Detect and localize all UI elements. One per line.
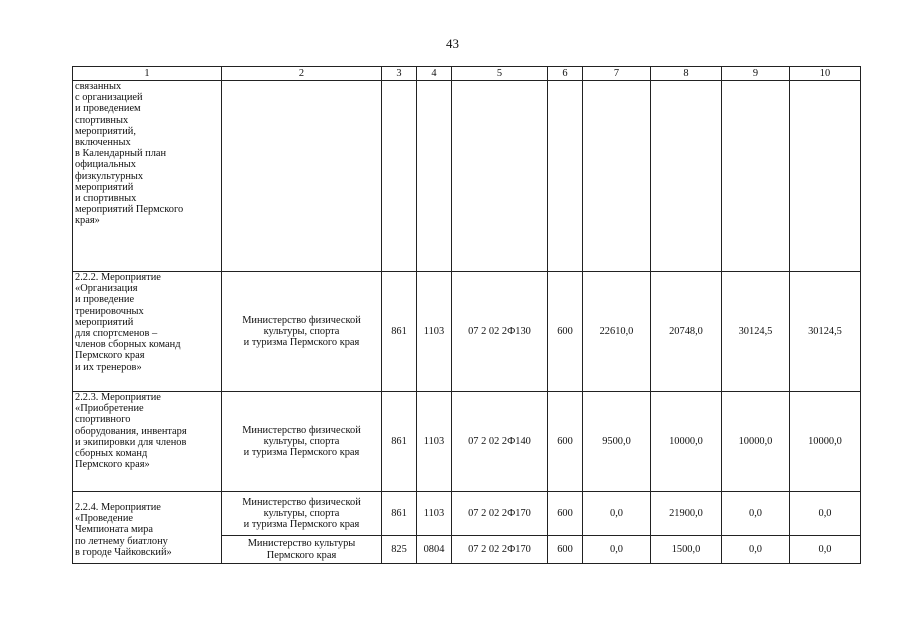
section-cell: 1103 [417,392,452,492]
target-article-cell: 07 2 02 2Ф170 [452,536,548,564]
grbs-cell [382,81,417,272]
header-cell: 7 [583,67,651,81]
header-cell: 8 [651,67,722,81]
page-number: 43 [446,36,459,51]
expense-type-cell: 600 [548,272,583,392]
table-row [73,81,861,272]
executor-cell: Министерство физической культуры, спорта и туризма Пермского края [222,272,382,392]
header-cell: 10 [790,67,861,81]
activity-cell: 2.2.4. Мероприятие «Проведение Чемпионата мира по летнему биатлону в городе Чайковский» [73,492,222,564]
table-row [73,492,861,536]
value-cell: 0,0 [722,536,790,564]
expense-type-cell [548,81,583,272]
value-cell: 0,0 [583,536,651,564]
header-row [73,67,861,81]
value-cell: 22610,0 [583,272,651,392]
value-cell: 0,0 [722,492,790,536]
value-cell: 10000,0 [651,392,722,492]
value-cell: 30124,5 [722,272,790,392]
activity-cell: 2.2.2. Мероприятие «Организация и проведение тренировочных мероприятий для спортсменов – членов сборных команд Пермского края и их тренеров» [73,272,222,392]
table-row [73,272,861,392]
section-cell [417,81,452,272]
value-cell [722,81,790,272]
header-cell: 5 [452,67,548,81]
section-cell: 0804 [417,536,452,564]
target-article-cell: 07 2 02 2Ф140 [452,392,548,492]
value-cell: 30124,5 [790,272,861,392]
activity-cell: связанных с организацией и проведением спортивных мероприятий, включенных в Календарный план официальных физкультурных мероприятий и спортивных мероприятий Пермского края» [73,81,222,272]
value-cell: 1500,0 [651,536,722,564]
value-cell [583,81,651,272]
target-article-cell: 07 2 02 2Ф130 [452,272,548,392]
executor-cell: Министерство физической культуры, спорта и туризма Пермского края [222,492,382,536]
header-cell: 4 [417,67,452,81]
value-cell: 10000,0 [790,392,861,492]
executor-cell: Министерство физической культуры, спорта и туризма Пермского края [222,392,382,492]
header-cell: 2 [222,67,382,81]
value-cell: 0,0 [583,492,651,536]
executor-cell [222,81,382,272]
section-cell: 1103 [417,272,452,392]
header-cell: 3 [382,67,417,81]
grbs-cell: 825 [382,536,417,564]
target-article-cell [452,81,548,272]
value-cell: 0,0 [790,536,861,564]
expense-type-cell: 600 [548,392,583,492]
value-cell: 9500,0 [583,392,651,492]
target-article-cell: 07 2 02 2Ф170 [452,492,548,536]
header-cell: 1 [73,67,222,81]
value-cell: 10000,0 [722,392,790,492]
value-cell: 20748,0 [651,272,722,392]
value-cell [651,81,722,272]
header-cell: 6 [548,67,583,81]
value-cell: 21900,0 [651,492,722,536]
activity-cell: 2.2.3. Мероприятие «Приобретение спортивного оборудования, инвентаря и экипировки для членов сборных команд Пермского края» [73,392,222,492]
budget-table [72,66,861,564]
grbs-cell: 861 [382,392,417,492]
executor-cell: Министерство культуры Пермского края [222,536,382,564]
section-cell: 1103 [417,492,452,536]
expense-type-cell: 600 [548,492,583,536]
grbs-cell: 861 [382,272,417,392]
value-cell [790,81,861,272]
header-cell: 9 [722,67,790,81]
table-row [73,392,861,492]
grbs-cell: 861 [382,492,417,536]
expense-type-cell: 600 [548,536,583,564]
value-cell: 0,0 [790,492,861,536]
